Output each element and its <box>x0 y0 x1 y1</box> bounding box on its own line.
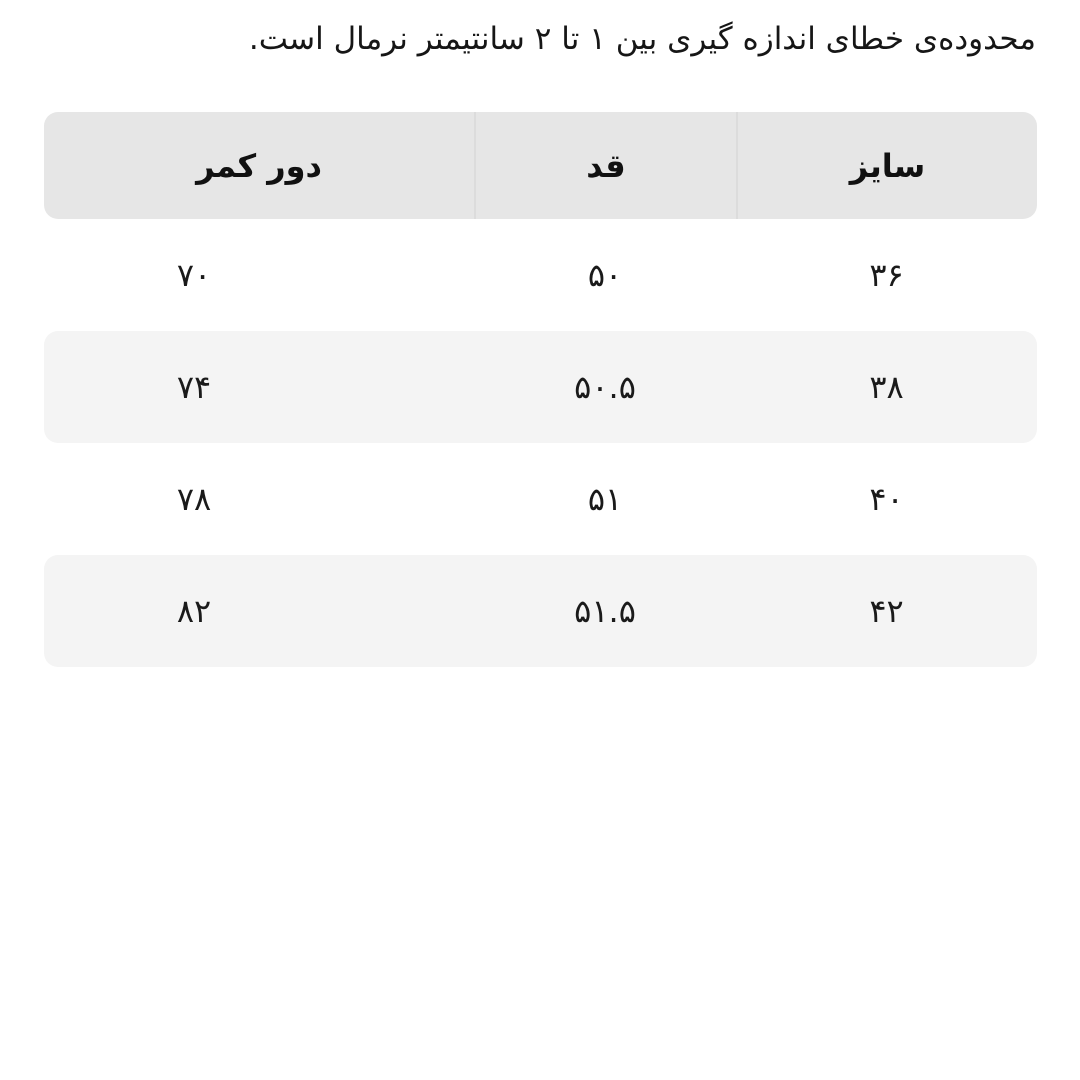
waist-value: ۷۸ <box>176 480 212 518</box>
cell-waist <box>44 331 474 443</box>
length-value: ۵۱.۵ <box>574 592 636 630</box>
cell-size <box>736 331 1037 443</box>
table-row <box>44 331 1037 443</box>
size-value: ۴۲ <box>869 592 904 630</box>
size-value: ۳۸ <box>869 368 904 406</box>
cell-length <box>474 331 736 443</box>
cell-size <box>736 443 1037 555</box>
table-row <box>44 219 1037 331</box>
cell-waist <box>44 219 474 331</box>
header-length: قد <box>474 112 736 219</box>
cell-size <box>736 219 1037 331</box>
header-size: سایز <box>736 112 1037 219</box>
size-chart-table <box>44 112 1037 667</box>
cell-length <box>474 219 736 331</box>
size-value: ۳۶ <box>869 256 904 294</box>
header-waist: دور کمر <box>196 146 322 185</box>
table-header-row <box>44 112 1037 219</box>
waist-value: ۷۰ <box>176 256 212 294</box>
table-row <box>44 443 1037 555</box>
cell-length <box>474 555 736 667</box>
length-value: ۵۱ <box>587 480 623 518</box>
table-row <box>44 555 1037 667</box>
waist-value: ۸۲ <box>176 592 212 630</box>
cell-waist <box>44 555 474 667</box>
waist-value: ۷۴ <box>176 368 212 406</box>
length-value: ۵۰ <box>587 256 623 294</box>
cell-length <box>474 443 736 555</box>
length-value: ۵۰.۵ <box>574 368 636 406</box>
size-value: ۴۰ <box>869 480 904 518</box>
cell-waist <box>44 443 474 555</box>
cell-size <box>736 555 1037 667</box>
measurement-error-note: محدوده‌ی خطای اندازه گیری بین ۱ تا ۲ سانتیمتر نرمال است. <box>248 21 1036 57</box>
